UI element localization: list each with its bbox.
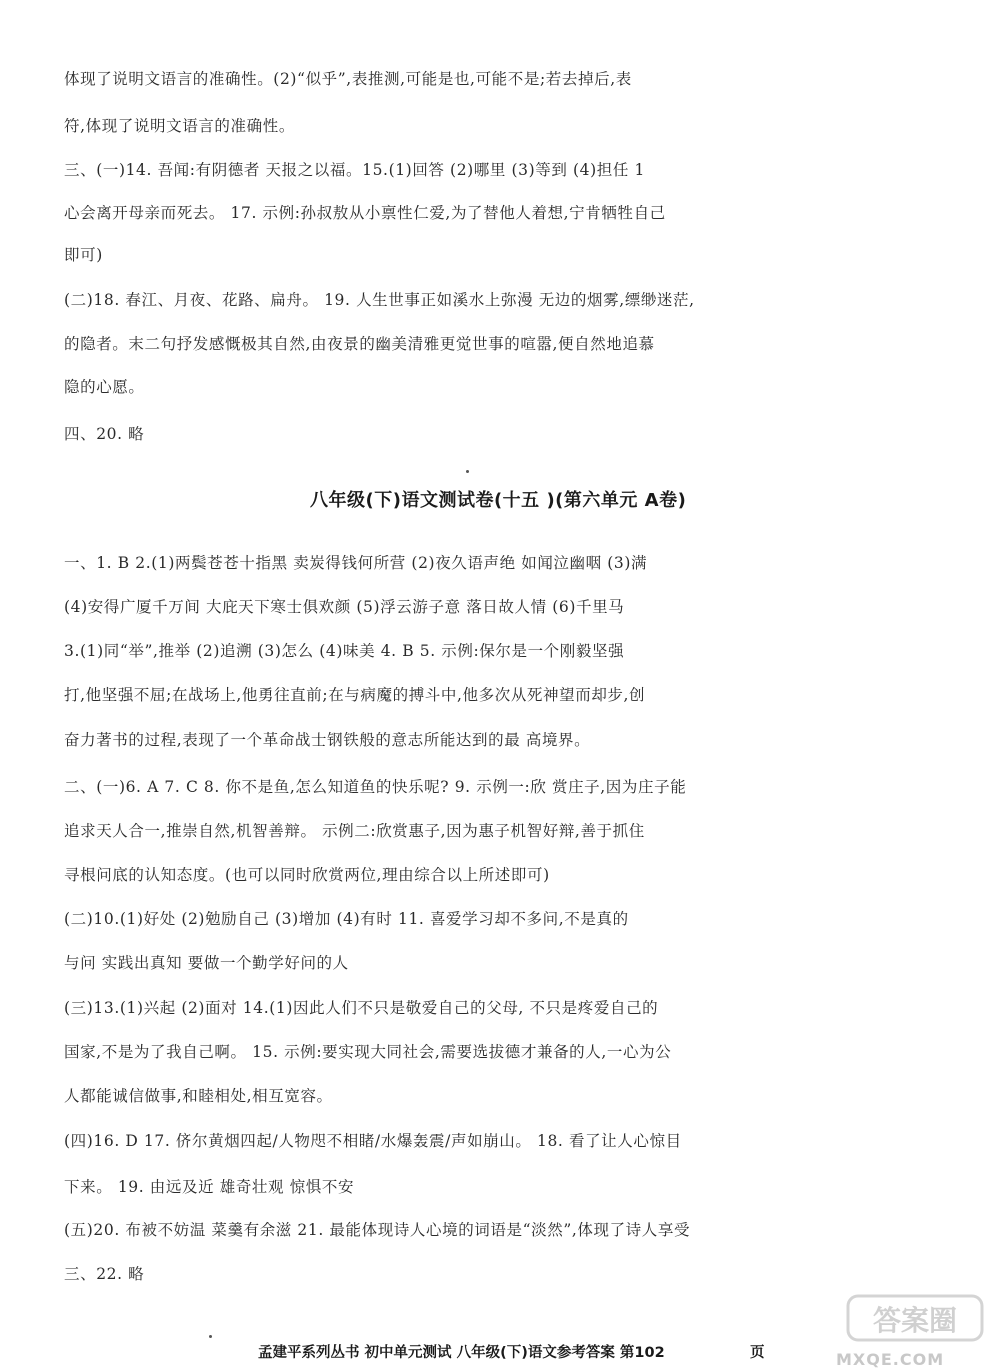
text-line: 3.(1)同“举”,推举 (2)追溯 (3)怎么 (4)味美 4. B 5. 示例:保尔是一个刚毅坚强 [64,642,625,660]
text-line: 寻根问底的认知态度。(也可以同时欣赏两位,理由综合以上所述即可) [64,866,550,884]
text-line: 打,他坚强不屈;在战场上,他勇往直前;在与病魔的搏斗中,他多次从死神望而却步,创 [64,686,646,704]
text-line: (四)16. D 17. 侪尔黄烟四起/人物咫不相睹/水爆轰震/声如崩山。 18. 看了让人心惊目 [64,1132,682,1150]
section-title: 八年级(下)语文测试卷(十五 )(第六单元 A卷) [310,490,687,511]
text-line: (三)13.(1)兴起 (2)面对 14.(1)因此人们不只是敬爱自己的父母, 不只是疼爱自己的 [64,999,659,1017]
text-line: 即可) [64,246,103,264]
text-line: 二、(一)6. A 7. C 8. 你不是鱼,怎么知道鱼的快乐呢? 9. 示例一:欣 赏庄子,因为庄子能 [64,778,687,796]
text-line: (二)10.(1)好处 (2)勉励自己 (3)增加 (4)有时 11. 喜爱学习却不多问,不是真的 [64,910,629,928]
text-line: 体现了说明文语言的准确性。(2)“似乎”,表推测,可能是也,可能不是;若去掉后,表 [64,70,632,88]
text-line: 追求天人合一,推崇自然,机智善辩。 示例二:欣赏惠子,因为惠子机智好辩,善于抓住 [64,822,645,840]
scan-speck [209,1335,212,1338]
text-line: 人都能诚信做事,和睦相处,相互宽容。 [64,1087,333,1105]
text-line: 与问 实践出真知 要做一个勤学好问的人 [64,954,349,972]
text-line: 下来。 19. 由远及近 雄奇壮观 惊惧不安 [64,1178,355,1196]
text-line: 三、(一)14. 吾闻:有阴德者 天报之以福。15.(1)回答 (2)哪里 (3)等到 (4)担任 1 [64,161,645,179]
watermark-text: MXQE.COM [836,1350,945,1369]
page-footer: 孟建平系列丛书 初中单元测试 八年级(下)语文参考答案 第102 [258,1345,665,1361]
text-line: 四、20. 略 [64,425,145,443]
text-line: (五)20. 布被不妨温 菜羹有余滋 21. 最能体现诗人心境的词语是“淡然”,体现了诗人享受 [64,1221,691,1239]
text-line: 隐的心愿。 [64,378,145,396]
text-line: 国家,不是为了我自己啊。 15. 示例:要实现大同社会,需要选拔德才兼备的人,一心为公 [64,1043,672,1061]
svg-text:答案圈: 答案圈 [872,1304,958,1337]
text-line: 心会离开母亲而死去。 17. 示例:孙叔敖从小禀性仁爱,为了替他人着想,宁肯牺牲自己 [64,204,666,222]
text-line: (4)安得广厦千万间 大庇天下寒士俱欢颜 (5)浮云游子意 落日故人情 (6)千里马 [64,598,625,616]
text-line: 符,体现了说明文语言的准确性。 [64,117,295,135]
text-line: 一、1. B 2.(1)两鬓苍苍十指黑 卖炭得钱何所营 (2)夜久语声绝 如闻泣幽咽 (3)满 [64,554,648,572]
text-line: (二)18. 春江、月夜、花路、扁舟。 19. 人生世事正如溪水上弥漫 无边的烟雾,缥缈迷茫, [64,291,695,309]
text-line: 三、22. 略 [64,1265,145,1283]
scan-speck [466,470,469,473]
text-line: 的隐者。末二句抒发感慨极其自然,由夜景的幽美清雅更觉世事的喧嚣,便自然地追慕 [64,335,655,353]
text-line: 奋力著书的过程,表现了一个革命战士钢铁般的意志所能达到的最 高境界。 [64,731,591,749]
footer-page-label: 页 [750,1345,765,1361]
